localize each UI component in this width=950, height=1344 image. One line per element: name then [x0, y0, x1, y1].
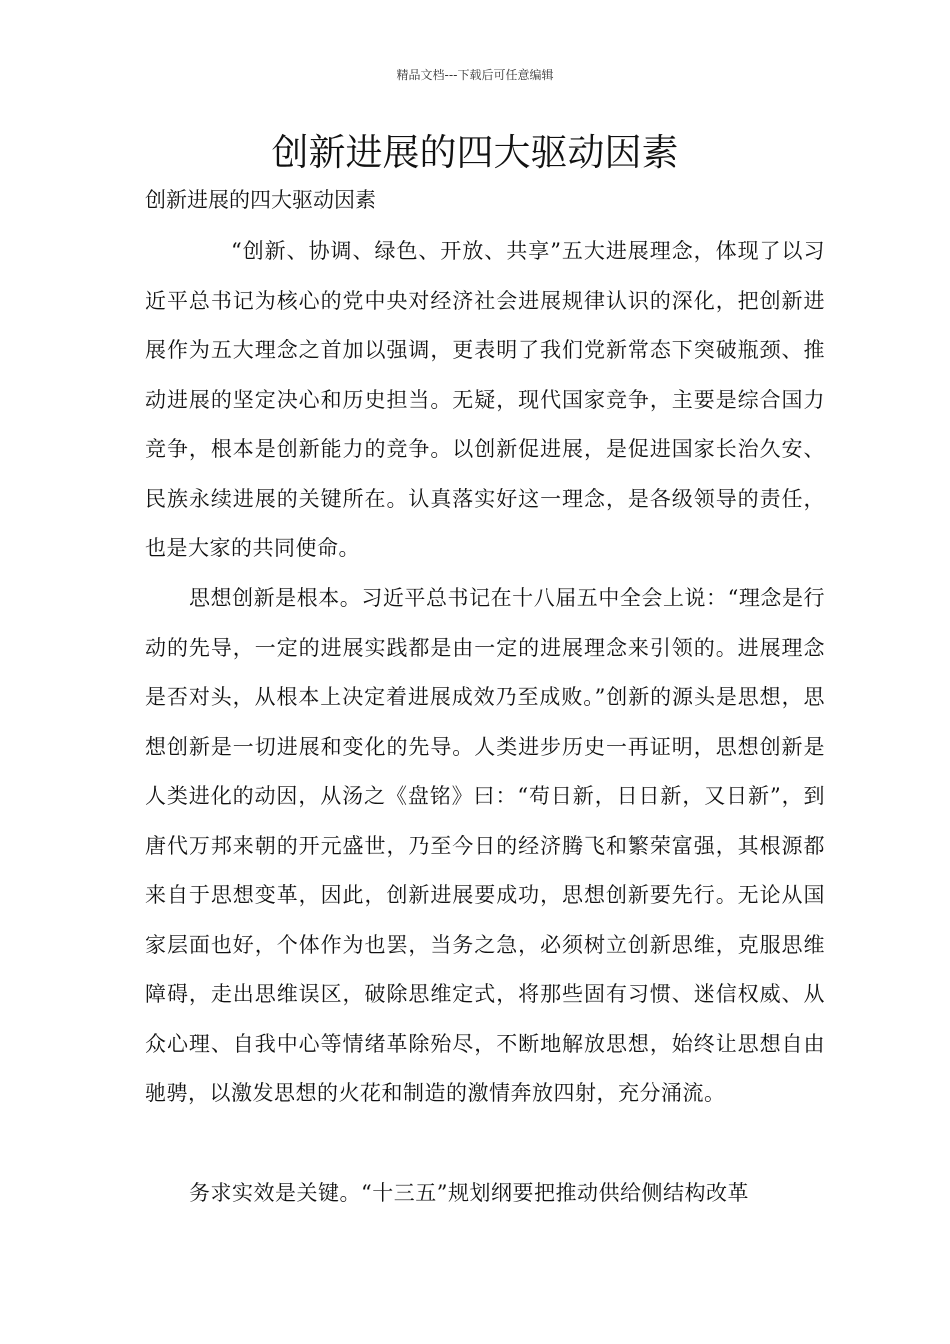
document-subtitle: 创新进展的四大驱动因素	[145, 188, 376, 212]
paragraph-block-1	[145, 227, 825, 574]
body-paragraph: 思想创新是根本。习近平总书记在十八届五中全会上说：“理念是行动的先导，一定的进展实践都是由一定的进展理念来引领的。进展理念是否对头，从根本上决定着进展成效乃至成败。”创新的源头是思想，思想创新是一切进展和变化的先导。人类进步历史一再证明，思想创新是人类进化的动因，从汤之《盘铭》曰：“苟日新，日日新，又日新”，到唐代万邦来朝的开元盛世，乃至今日的经济腾飞和繁荣富强，其根源都来自于思想变革，因此，创新进展要成功，思想创新要先行。无论从国家层面也好，个体作为也罢，当务之急，必须树立创新思维，克服思维障碍，走出思维误区，破除思维定式，将那些固有习惯、迷信权威、从众心理、自我中心等情绪革除殆尽，不断地解放思想，始终让思想自由驰骋，以激发思想的火花和制造的激情奔放四射，充分涌流。	[145, 586, 825, 1105]
body-paragraph: 务求实效是关键。“十三五”规划纲要把推动供给侧结构改革	[189, 1181, 749, 1205]
header-note: 精品文档---下载后可任意编辑	[396, 68, 554, 82]
paragraph-block-2	[145, 574, 825, 1119]
body-paragraph: “创新、协调、绿色、开放、共享”五大进展理念，体现了以习近平总书记为核心的党中央对经济社会进展规律认识的深化，把创新进展作为五大理念之首加以强调，更表明了我们党新常态下突破瓶颈、推动进展的坚定决心和历史担当。无疑，现代国家竞争，主要是综合国力竞争，根本是创新能力的竞争。以创新促进展，是促进国家长治久安、民族永续进展的关键所在。认真落实好这一理念，是各级领导的责任，也是大家的共同使命。	[145, 239, 825, 560]
document-title: 创新进展的四大驱动因素	[271, 131, 679, 174]
paragraph-block-3	[145, 1169, 825, 1219]
